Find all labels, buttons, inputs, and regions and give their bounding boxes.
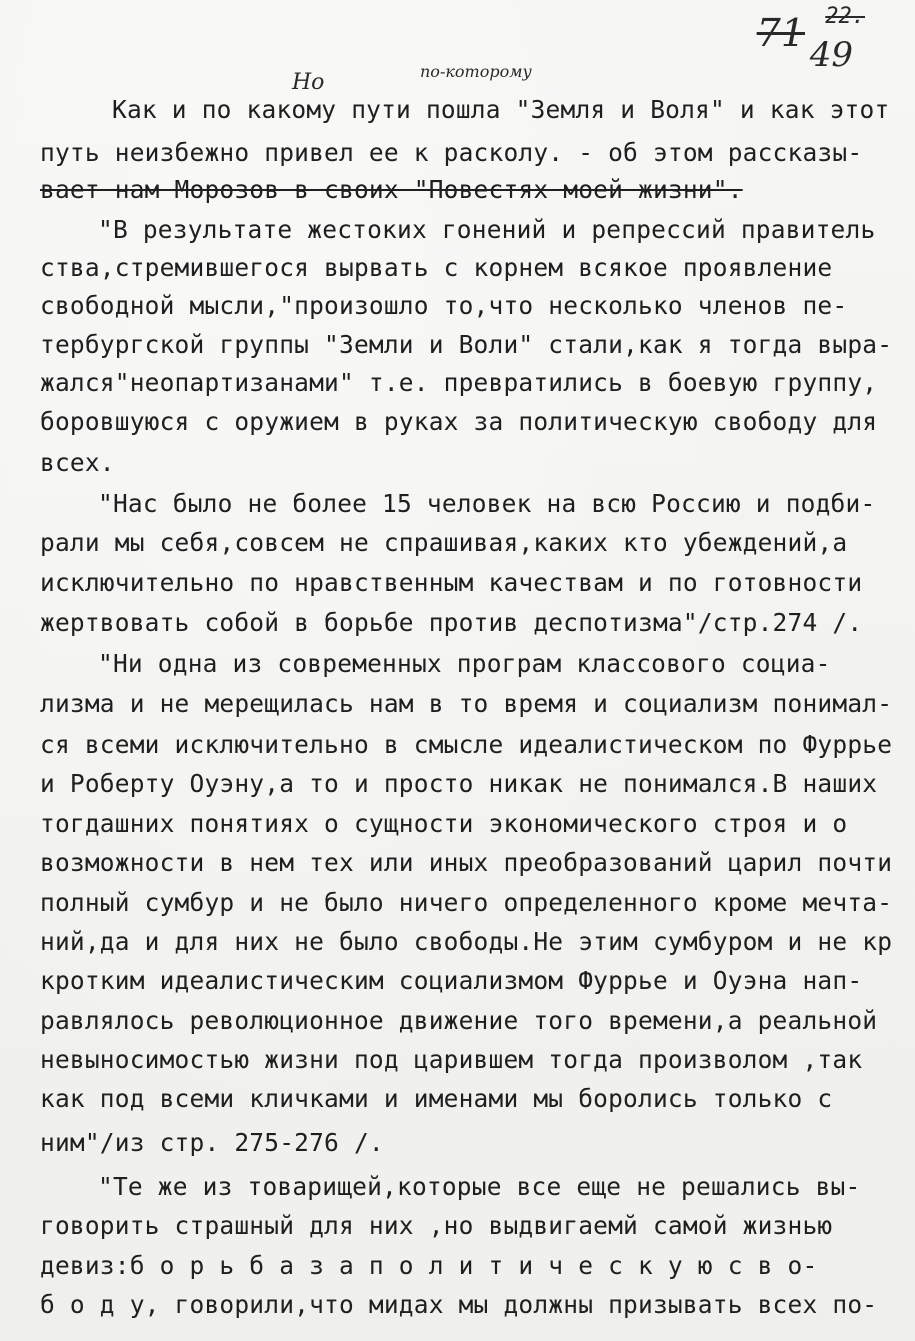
text-line: путь неизбежно привел ее к расколу. - об этом рассказы- — [40, 138, 863, 167]
text-line: "Ни одна из современных програм классового социа- — [98, 649, 831, 678]
text-line: б о д у, говорили,что мидах мы должны призывать всех по- — [40, 1290, 878, 1319]
text-line: "Те же из товарищей,которые все еще не решались вы- — [98, 1172, 861, 1201]
text-line: тербургской группы "Земли и Воли" стали,как я тогда выра- — [40, 330, 893, 359]
text-line: "В результате жестоких гонений и репрессий правитель — [98, 215, 876, 244]
text-line-struck: вает нам Морозов в своих "Повестях моей жизни". — [40, 175, 743, 204]
text-line: возможности в нем тех или иных преобразований царил почти — [40, 848, 893, 877]
text-line: ства,стремившегося вырвать с корнем всякое проявление — [40, 253, 833, 282]
text-line: всех. — [40, 448, 115, 477]
page-number-typed: 22. — [825, 4, 865, 29]
text-line: девиз:б о р ь б а з а п о л и т и ч е с к у ю с в о- — [40, 1251, 818, 1280]
text-line: тогдашних понятиях о сущности экономического строя и о — [40, 809, 848, 838]
text-line: ним"/из стр. 275-276 /. — [40, 1128, 384, 1157]
text-line: ся всеми исключительно в смысле идеалистическом по Фуррье — [40, 730, 893, 759]
text-line: кротким идеалистическим социализмом Фуррье и Оуэна нап- — [40, 966, 863, 995]
text-line: жался"неопартизанами" т.е. превратились в боевую группу, — [40, 368, 878, 397]
text-line: исключительно по нравственным качествам и по готовности — [40, 568, 863, 597]
handwritten-insert-po: по-которому — [420, 62, 532, 81]
text-line: боровшуюся с оружием в руках за политическую свободу для — [40, 407, 878, 436]
text-line: рали мы себя,совсем не спрашивая,каких кто убеждений,а — [40, 528, 848, 557]
page-number-handwritten-struck: 71 — [756, 11, 805, 55]
handwritten-insert-no: Но — [292, 70, 325, 95]
text-line: говорить страшный для них ,но выдвигаемй самой жизнью — [40, 1211, 833, 1240]
text-line: и Роберту Оуэну,а то и просто никак не понимался.В наших — [40, 769, 878, 798]
text-line: лизма и не мерещилась нам в то время и социализм понимал- — [40, 689, 893, 718]
text-line: ний,да и для них не было свободы.Не этим сумбуром и не кр — [40, 927, 893, 956]
text-line: как под всеми кличками и именами мы боролись только с — [40, 1084, 833, 1113]
text-line: равлялось революционное движение того времени,а реальной — [40, 1006, 878, 1035]
text-line: жертвовать собой в борьбе против деспотизма"/стр.274 /. — [40, 608, 863, 637]
text-line: "Нас было не более 15 человек на всю Россию и подби- — [98, 489, 876, 518]
page-number-handwritten: 49 — [809, 35, 853, 75]
text-line: свободной мысли,"произошло то,что несколько членов пе- — [40, 291, 848, 320]
text-line: Как и по какому пути пошла "Земля и Воля" и как этот — [112, 95, 890, 124]
text-line: невыносимостью жизни под царившем тогда произволом ,так — [40, 1045, 863, 1074]
text-line: полный сумбур и не было ничего определенного кроме мечта- — [40, 888, 893, 917]
